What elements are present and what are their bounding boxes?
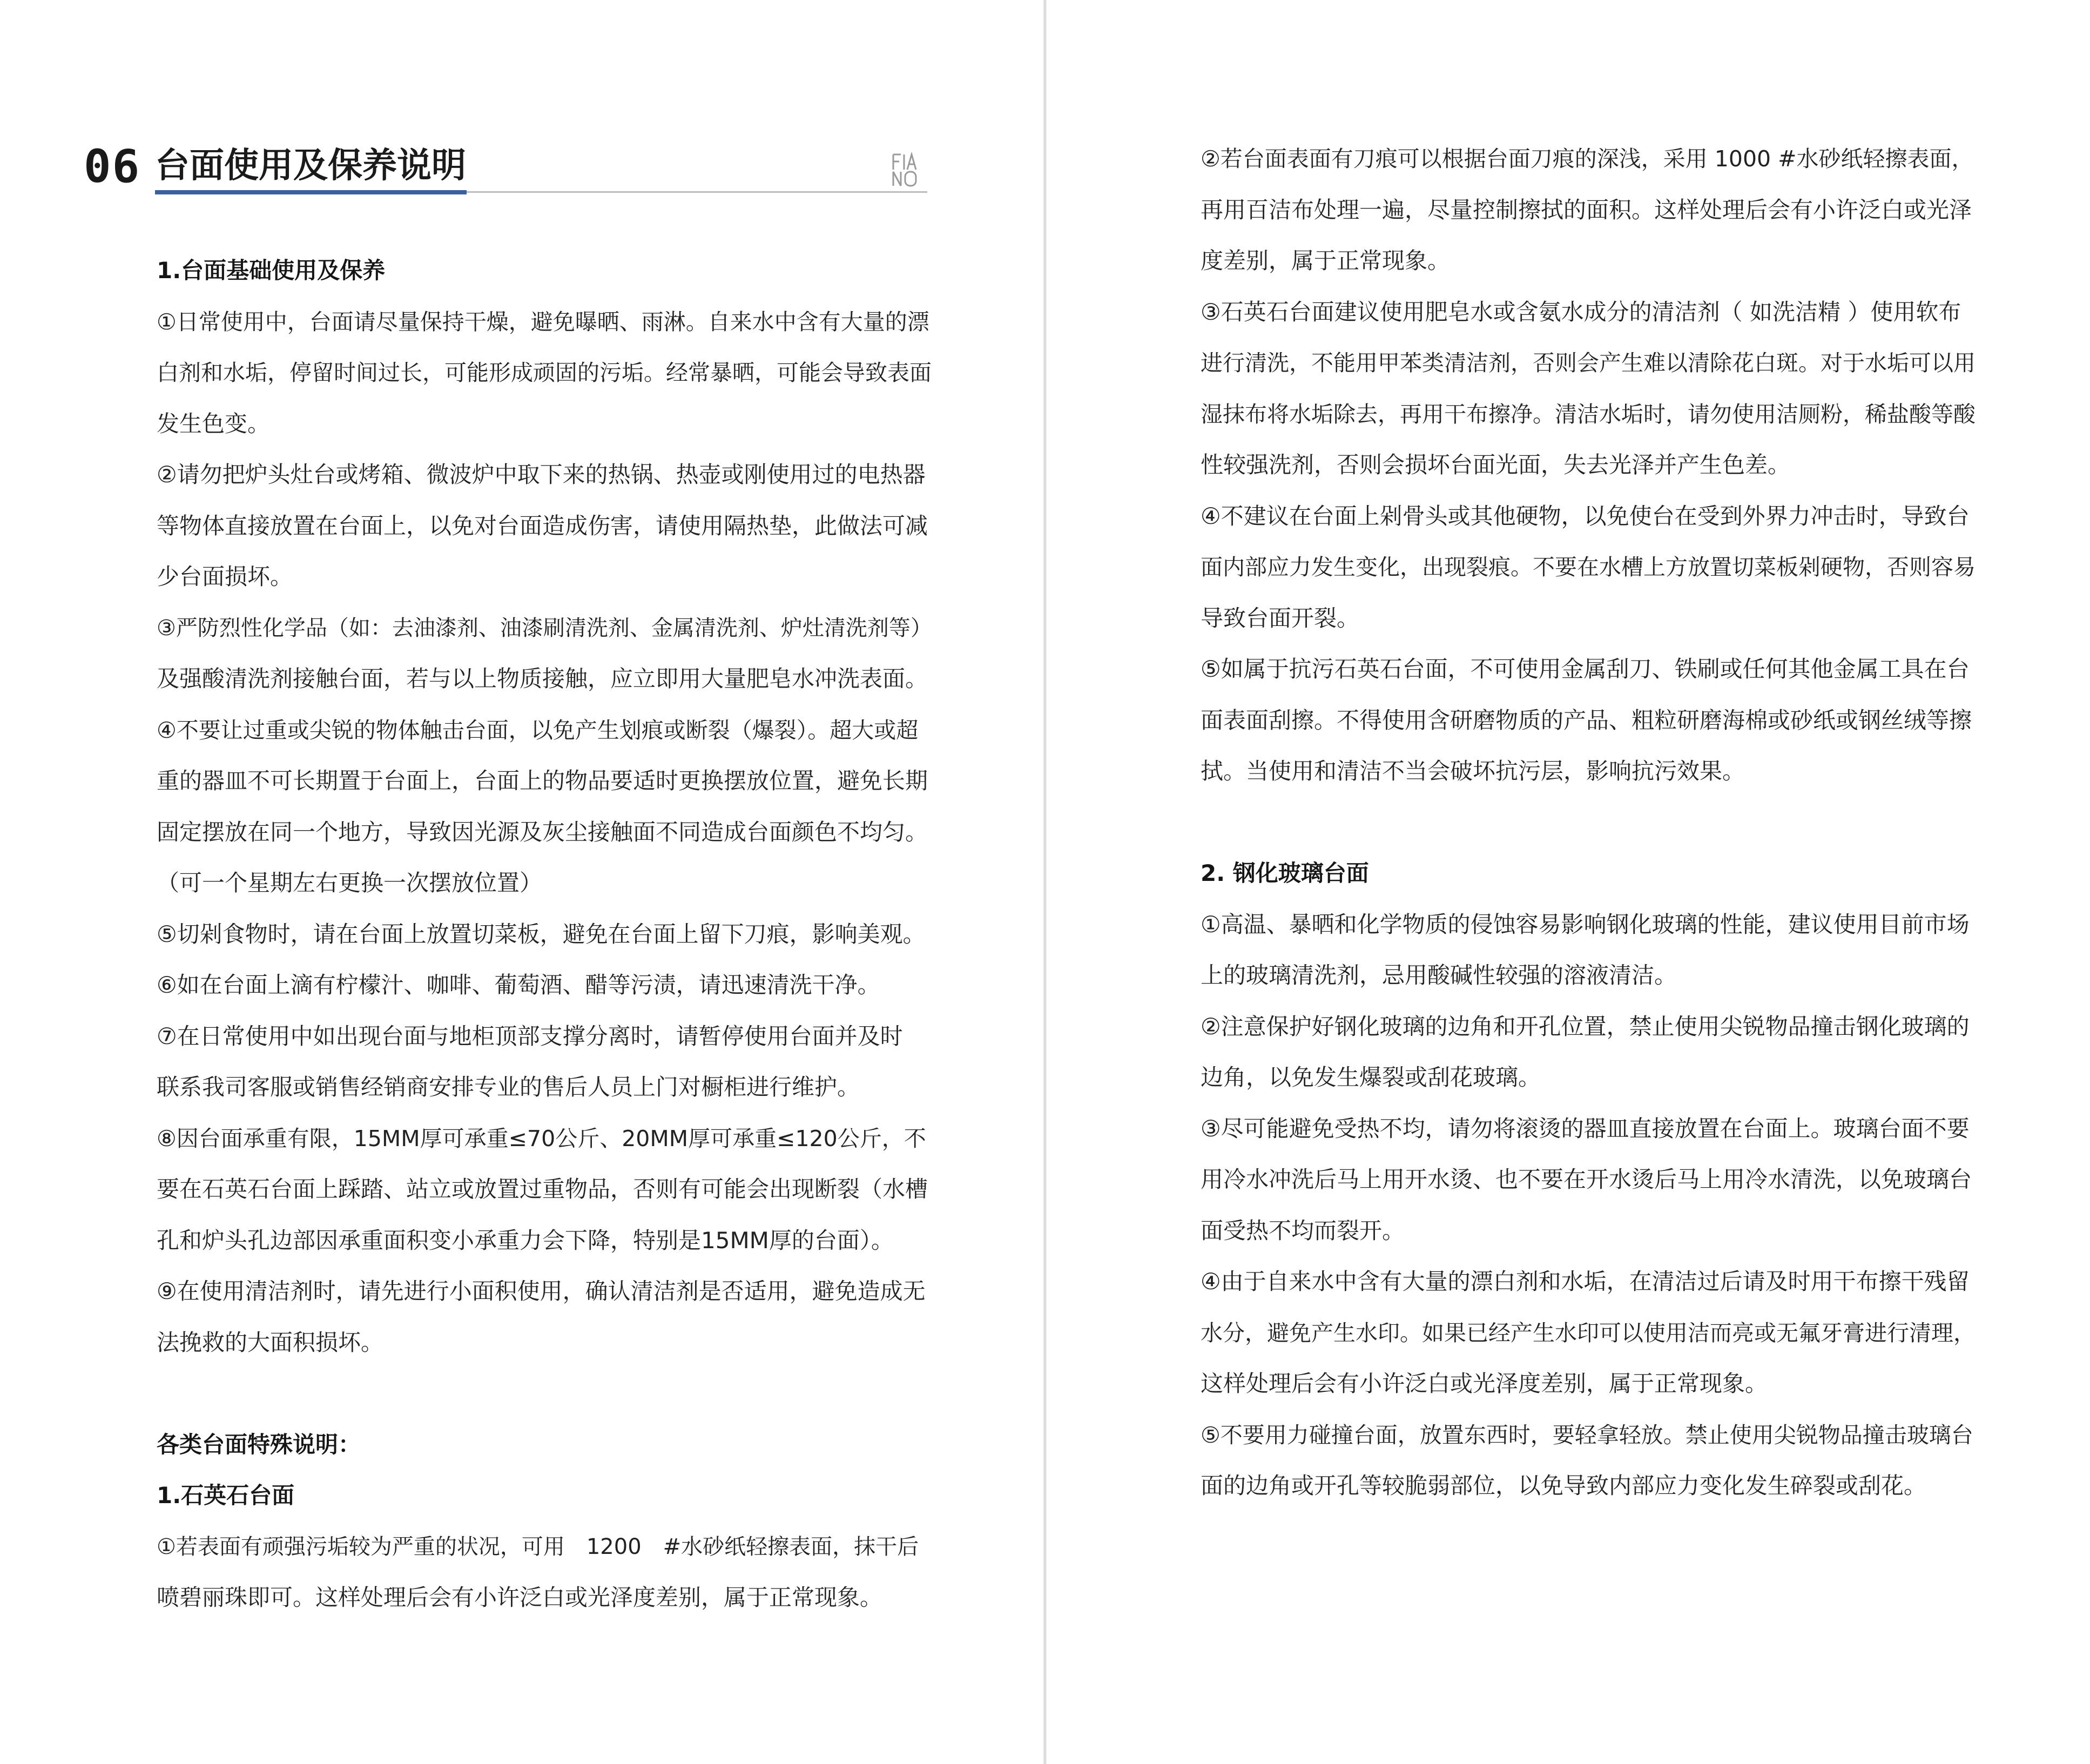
text-line: 拭。当使用和清洁不当会破坏抗污层，影响抗污效果。 bbox=[1201, 758, 1745, 784]
text-line: ⑧因台面承重有限，15MM厚可承重≤70公斤、20MM厚可承重≤120公斤，不 bbox=[157, 1125, 926, 1152]
text-line: ①高温、暴晒和化学物质的侵蚀容易影响钢化玻璃的性能，建议使用目前市场 bbox=[1201, 911, 1970, 938]
text-line: ③石英石台面建议使用肥皂水或含氨水成分的清洁剂（ 如洗洁精 ）使用软布 bbox=[1201, 298, 1961, 325]
text-line: 法挽救的大面积损坏。 bbox=[157, 1329, 384, 1356]
text-line: 再用百洁布处理一遍，尽量控制擦拭的面积。这样处理后会有小许泛白或光泽 bbox=[1201, 196, 1972, 223]
text-line: ④不建议在台面上剁骨头或其他硬物，以免使台在受到外界力冲击时，导致台 bbox=[1201, 502, 1970, 529]
section-heading: 1.台面基础使用及保养 bbox=[157, 257, 386, 284]
text-line: 要在石英石台面上踩踏、站立或放置过重物品，否则有可能会出现断裂（水槽 bbox=[157, 1176, 928, 1202]
text-line: 孔和炉头孔边部因承重面积变小承重力会下降，特别是15MM厚的台面）。 bbox=[157, 1227, 894, 1254]
text-line: ⑦在日常使用中如出现台面与地柜顶部支撑分离时，请暂停使用台面并及时 bbox=[157, 1022, 903, 1049]
text-line: ⑤不要用力碰撞台面，放置东西时，要轻拿轻放。禁止使用尖锐物品撞击玻璃台 bbox=[1201, 1422, 1973, 1448]
text-line: 进行清洗，不能用甲苯类清洁剂，否则会产生难以清除花白斑。对于水垢可以用 bbox=[1201, 350, 1976, 376]
text-line: 这样处理后会有小许泛白或光泽度差别，属于正常现象。 bbox=[1201, 1370, 1768, 1397]
text-line: 上的玻璃清洗剂，忌用酸碱性较强的溶液清洁。 bbox=[1201, 962, 1677, 988]
chapter-number: 06 bbox=[84, 140, 141, 193]
text-line: ⑨在使用清洁剂时，请先进行小面积使用，确认清洁剂是否适用，避免造成无 bbox=[157, 1278, 926, 1304]
text-line: 面表面刮擦。不得使用含研磨物质的产品、粗粒研磨海棉或砂纸或钢丝绒等擦 bbox=[1201, 706, 1972, 733]
text-line: 用冷水冲洗后马上用开水烫、也不要在开水烫后马上用冷水清洗，以免玻璃台 bbox=[1201, 1166, 1972, 1193]
brand-logo-icon bbox=[891, 152, 926, 188]
text-line: 度差别，属于正常现象。 bbox=[1201, 247, 1451, 274]
section-heading: 1.石英石台面 bbox=[157, 1482, 295, 1509]
text-line: ②注意保护好钢化玻璃的边角和开孔位置，禁止使用尖锐物品撞击钢化玻璃的 bbox=[1201, 1013, 1970, 1040]
paragraph-spacer bbox=[1201, 797, 1978, 849]
text-line: 面的边角或开孔等较脆弱部位，以免导致内部应力变化发生碎裂或刮花。 bbox=[1201, 1472, 1927, 1499]
text-line: ⑤切剁食物时，请在台面上放置切菜板，避免在台面上留下刀痕，影响美观。 bbox=[157, 920, 926, 947]
text-line: ③严防烈性化学品（如：去油漆剂、油漆刷清洗剂、金属清洗剂、炉灶清洗剂等） bbox=[157, 615, 932, 641]
text-line: 面内部应力发生变化，出现裂痕。不要在水槽上方放置切菜板剁硬物，否则容易 bbox=[1201, 554, 1976, 580]
chapter-title: 台面使用及保养说明 bbox=[155, 146, 466, 186]
right-text-column bbox=[1201, 133, 1978, 1512]
text-line: 导致台面开裂。 bbox=[1201, 604, 1360, 631]
chapter-header bbox=[84, 139, 926, 199]
text-line: 重的器皿不可长期置于台面上，台面上的物品要适时更换摆放位置，避免长期 bbox=[157, 767, 928, 794]
text-line: ⑤如属于抗污石英石台面，不可使用金属刮刀、铁刷或任何其他金属工具在台 bbox=[1201, 656, 1970, 682]
text-line: ②若台面表面有刀痕可以根据台面刀痕的深浅，采用 1000 #水砂纸轻擦表面， bbox=[1201, 146, 1974, 172]
section-heading: 2. 钢化玻璃台面 bbox=[1201, 860, 1369, 886]
text-line: 水分，避免产生水印。如果已经产生水印可以使用洁而亮或无氟牙膏进行清理， bbox=[1201, 1319, 1976, 1346]
text-line: ③尽可能避免受热不均，请勿将滚烫的器皿直接放置在台面上。玻璃台面不要 bbox=[1201, 1115, 1970, 1142]
text-line: ②请勿把炉头灶台或烤箱、微波炉中取下来的热锅、热壶或刚使用过的电热器 bbox=[157, 461, 926, 488]
paragraph-spacer bbox=[157, 1368, 934, 1419]
text-line: ④不要让过重或尖锐的物体触击台面，以免产生划痕或断裂（爆裂）。超大或超 bbox=[157, 717, 919, 743]
text-line: 少台面损坏。 bbox=[157, 563, 293, 590]
text-line: 湿抹布将水垢除去，再用干布擦净。清洁水垢时，请勿使用洁厕粉，稀盐酸等酸 bbox=[1201, 401, 1976, 427]
text-line: ④由于自来水中含有大量的漂白剂和水垢，在清洁过后请及时用干布擦干残留 bbox=[1201, 1268, 1970, 1295]
text-line: 及强酸清洗剂接触台面，若与以上物质接触，应立即用大量肥皂水冲洗表面。 bbox=[157, 665, 928, 692]
text-line: 等物体直接放置在台面上，以免对台面造成伤害，请使用隔热垫，此做法可减 bbox=[157, 512, 928, 539]
text-line: 固定摆放在同一个地方，导致因光源及灰尘接触面不同造成台面颜色不均匀。 bbox=[157, 818, 928, 845]
text-line: （可一个星期左右更换一次摆放位置） bbox=[157, 870, 543, 896]
text-line: 面受热不均而裂开。 bbox=[1201, 1217, 1405, 1244]
text-line: 边角，以免发生爆裂或刮花玻璃。 bbox=[1201, 1064, 1541, 1090]
text-line: 联系我司客服或销售经销商安排专业的售后人员上门对橱柜进行维护。 bbox=[157, 1074, 860, 1100]
header-accent-bar bbox=[155, 190, 467, 194]
text-line: 白剂和水垢，停留时间过长，可能形成顽固的污垢。经常暴晒，可能会导致表面 bbox=[157, 360, 932, 386]
left-text-column bbox=[157, 245, 934, 1624]
text-line: 性较强洗剂，否则会损坏台面光面，失去光泽并产生色差。 bbox=[1201, 452, 1791, 478]
text-line: 喷碧丽珠即可。这样处理后会有小许泛白或光泽度差别，属于正常现象。 bbox=[157, 1584, 883, 1611]
text-line: ①若表面有顽强污垢较为严重的状况，可用 1200 #水砂纸轻擦表面，抹干后 bbox=[157, 1534, 919, 1559]
text-line: ⑥如在台面上滴有柠檬汁、咖啡、葡萄酒、醋等污渍，请迅速清洗干净。 bbox=[157, 972, 880, 998]
text-line: ①日常使用中，台面请尽量保持干燥，避免曝晒、雨淋。自来水中含有大量的漂 bbox=[157, 308, 929, 335]
section-heading: 各类台面特殊说明： bbox=[157, 1431, 361, 1458]
text-line: 发生色变。 bbox=[157, 410, 271, 437]
